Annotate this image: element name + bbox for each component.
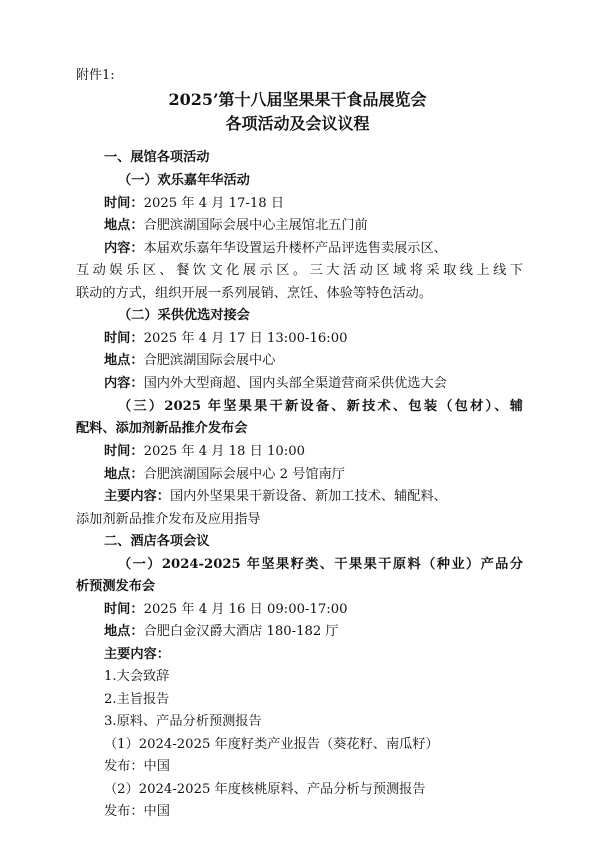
- s1-3-content-line2: 添加剂新品推介发布及应用指导: [76, 512, 261, 527]
- s1-2-time: [104, 330, 551, 348]
- doc-title-line1: 2025’第十八届坚果果干食品展览会: [168, 90, 427, 109]
- place-label: 地点：: [104, 467, 144, 482]
- s1-2-content: [104, 375, 551, 393]
- place-label: 地点：: [104, 624, 144, 639]
- list-item: 3.原料、产品分析预测报告: [104, 714, 262, 729]
- content-label: 内容：: [104, 241, 144, 256]
- place-label: 地点：: [104, 353, 144, 368]
- list-item: （2）2024-2025 年度核桃原料、产品分析与预测报告: [104, 782, 426, 797]
- s1-3-place: [104, 466, 551, 484]
- s1-2-heading: （二）采供优选对接会: [118, 308, 250, 323]
- s2-1-time: [104, 601, 551, 619]
- place-label: 地点：: [104, 218, 144, 233]
- section1-heading: 一、展馆各项活动: [104, 150, 210, 165]
- section2-heading: 二、酒店各项会议: [104, 534, 210, 549]
- content-text: 国内外坚果果干新设备、新加工技术、辅配料、: [169, 489, 447, 504]
- time-value: 2025 年 4 月 17 日 13:00-16:00: [143, 331, 348, 346]
- list-item: 发布：中国: [104, 804, 170, 819]
- s1-3-heading-line2: 配料、添加剂新品推介发布会: [76, 421, 248, 436]
- s2-1-content-label: 主要内容：: [104, 647, 170, 662]
- annex-label: 附件1:: [76, 68, 115, 83]
- s1-1-place: [104, 217, 551, 235]
- list-item: 1.大会致辞: [104, 669, 170, 684]
- s1-2-place: [104, 352, 551, 370]
- time-value: 2025 年 4 月 16 日 09:00-17:00: [143, 602, 348, 617]
- time-value: 2025 年 4 月 17-18 日: [143, 196, 285, 211]
- list-item: （1）2024-2025 年度籽类产业报告（葵花籽、南瓜籽）: [104, 737, 439, 752]
- place-value: 合肥滨湖国际会展中心: [143, 353, 276, 368]
- list-item: 发布：中国: [104, 759, 170, 774]
- content-text: 国内外大型商超、国内头部全渠道营商采供优选大会: [143, 376, 447, 391]
- time-label: 时间：: [104, 331, 144, 346]
- place-value: 合肥滨湖国际会展中心主展馆北五门前: [143, 218, 368, 233]
- s1-1-heading: （一）欢乐嘉年华活动: [118, 173, 250, 188]
- content-text: 本届欢乐嘉年华设置运升楼杯产品评选售卖展示区、: [143, 241, 447, 256]
- list-item: 2.主旨报告: [104, 692, 170, 707]
- s2-1-heading-line2: 析预测发布会: [76, 579, 156, 594]
- place-value: 合肥白金汉爵大酒店 180-182 厅: [143, 624, 339, 639]
- time-label: 时间：: [104, 444, 144, 459]
- place-value: 合肥滨湖国际会展中心 2 号馆南厅: [143, 467, 345, 482]
- s2-1-place: [104, 623, 551, 641]
- s1-3-heading: （三）2025 年坚果果干新设备、新技术、包装（包材）、辅: [118, 399, 523, 414]
- time-value: 2025 年 4 月 18 日 10:00: [143, 444, 306, 459]
- s1-1-content: [104, 240, 523, 258]
- s1-3-content: [104, 488, 551, 506]
- doc-title-line2: 各项活动及会议议程: [225, 114, 370, 133]
- time-label: 时间：: [104, 602, 144, 617]
- content-label: 内容：: [104, 376, 144, 391]
- s1-1-content-line3: 联动的方式，组织开展一系列展销、烹饪、体验等特色活动。: [76, 286, 433, 301]
- s2-1-heading: （一）2024-2025 年坚果籽类、干果果干原料（种业）产品分: [118, 557, 523, 572]
- s1-1-content-line2: 互动娱乐区、餐饮文化展示区。三大活动区域将采取线上线下: [76, 263, 523, 278]
- time-label: 时间：: [104, 196, 144, 211]
- content-label: 主要内容：: [104, 489, 170, 504]
- s1-1-time: [104, 195, 551, 213]
- s1-3-time: [104, 443, 551, 461]
